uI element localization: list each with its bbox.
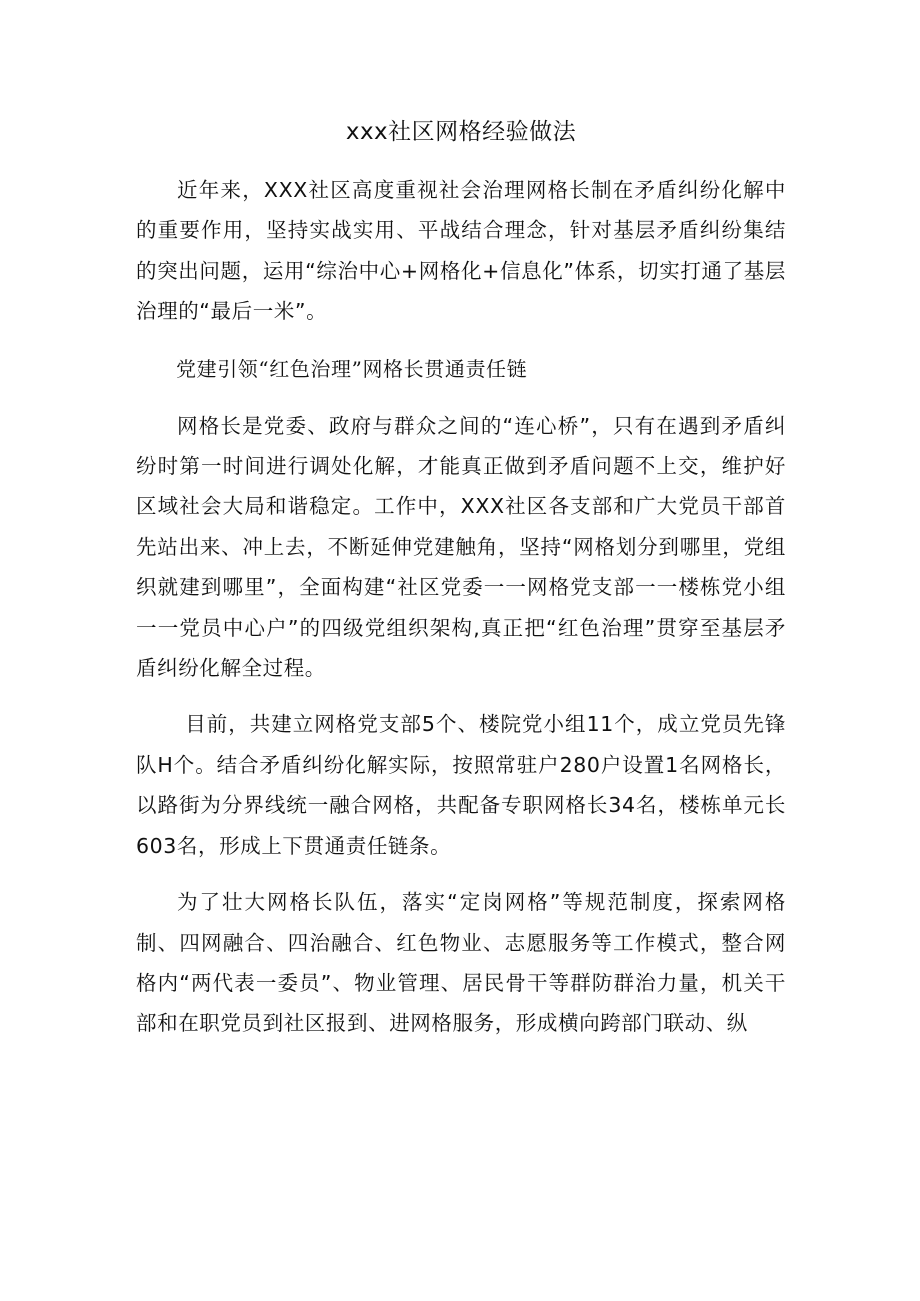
paragraph-current-status: 目前，共建立网格党支部5个、楼院党小组11个，成立党员先锋队H个。结合矛盾纠纷化解实际，按照常驻户280户设置1名网格长，以路街为分界线统一融合网格，共配备专职网格长34名，楼栋单元长603名，形成上下贯通责任链条。 <box>136 712 786 858</box>
paragraph-team-building: 为了壮大网格长队伍，落实“定岗网格”等规范制度，探索网格制、四网融合、四治融合、红色物业、志愿服务等工作模式，整合网格内“两代表一委员”、物业管理、居民骨干等群防群治力量，机关干部和在职党员到社区报到、进网格服务，形成横向跨部门联动、纵 <box>136 890 786 1036</box>
document-body <box>136 112 786 1044</box>
document-title: xxx社区网格经验做法 <box>345 119 577 145</box>
section-heading: 党建引领“红色治理”网格长贯通责任链 <box>176 356 528 381</box>
paragraph-intro: 近年来，XXX社区高度重视社会治理网格长制在矛盾纠纷化解中的重要作用，坚持实战实用、平战结合理念，针对基层矛盾纠纷集结的突出问题，运用“综治中心+网格化+信息化”体系，切实打通了基层治理的“最后一米”。 <box>136 178 786 324</box>
paragraph-grid-leader: 网格长是党委、政府与群众之间的“连心桥”，只有在遇到矛盾纠纷时第一时间进行调处化解，才能真正做到矛盾问题不上交，维护好区域社会大局和谐稳定。工作中，XXX社区各支部和广大党员干部首先站出来、冲上去，不断延伸党建触角，坚持“网格划分到哪里，党组织就建到哪里”，全面构建“社区党委一一网格党支部一一楼栋党小组一一党员中心户”的四级党组织架构,真正把“红色治理”贯穿至基层矛盾纠纷化解全过程。 <box>136 413 786 681</box>
